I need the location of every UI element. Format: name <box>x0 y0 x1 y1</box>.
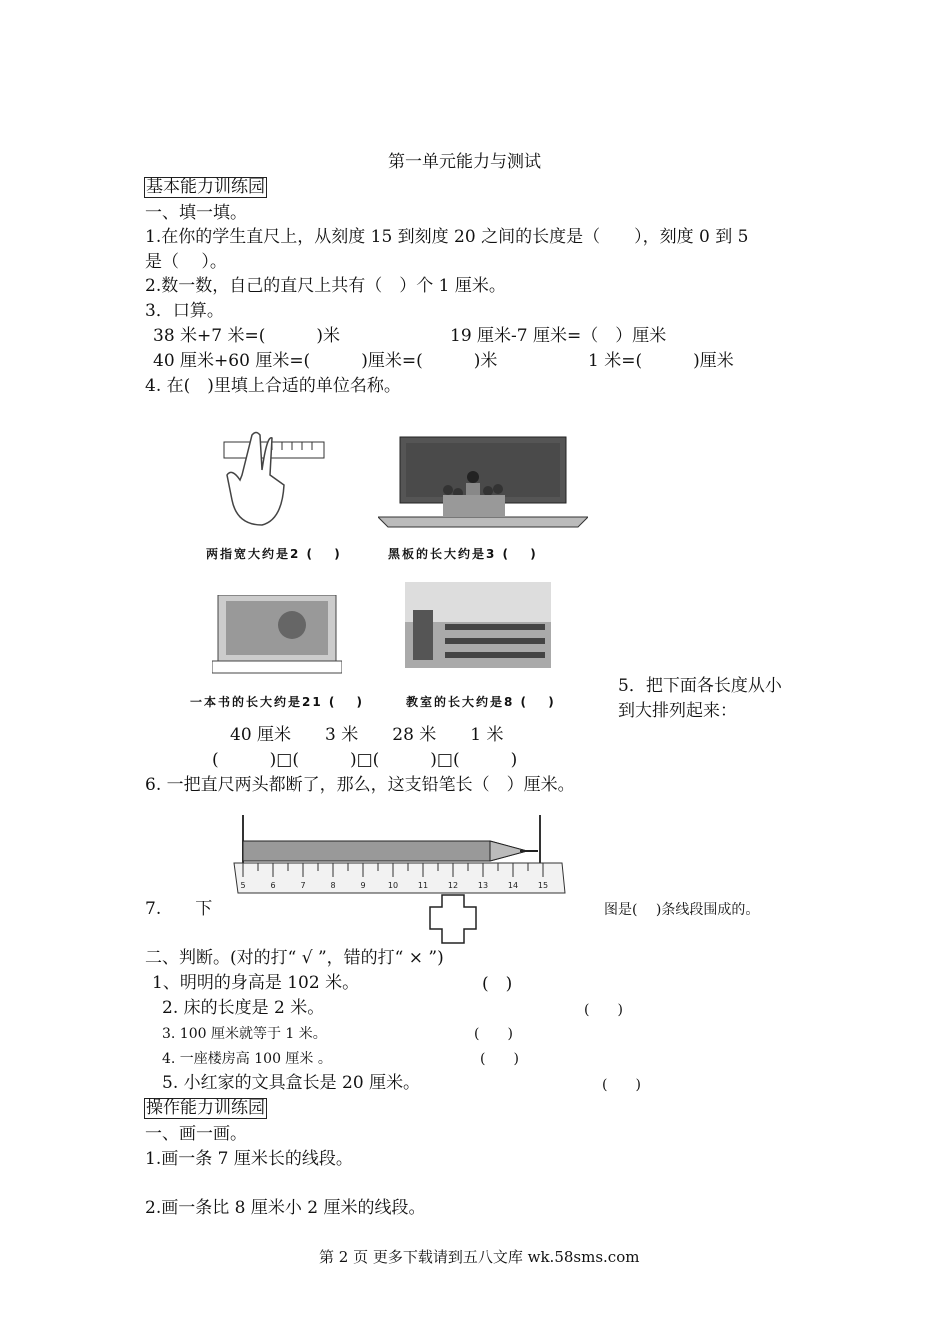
judge-4: 4. 一座楼房高 100 厘米 。 <box>162 1051 332 1067</box>
part3-heading: 一、画一画。 <box>145 1124 247 1144</box>
part2-heading: 二、判断。(对的打“ √ ”，错的打“ × ”) <box>145 948 444 968</box>
question-3-a: 38 米+7 米=( )米 <box>153 326 341 346</box>
question-7-end: 图是( )条线段围成的。 <box>604 902 760 918</box>
judge-5: 5. 小红家的文具盒长是 20 厘米。 <box>162 1073 421 1093</box>
section-heading-operation: 操作能力训练园 <box>146 1098 265 1118</box>
caption-classroom: 教室的长大约是8 ( ) <box>406 695 556 709</box>
judge-4-blank: ( ) <box>480 1051 519 1067</box>
ruler-label: 10 <box>387 881 399 890</box>
question-1-line2: 是（ ）。 <box>145 252 227 272</box>
judge-2-blank: ( ) <box>584 1002 623 1018</box>
question-3-b: 19 厘米-7 厘米=（ ）厘米 <box>450 326 667 346</box>
question-5-line1: 5．把下面各长度从小 <box>618 676 782 696</box>
caption-fingers: 两指宽大约是2 ( ) <box>206 547 342 561</box>
question-1-line1: 1.在你的学生直尺上，从刻度 15 到刻度 20 之间的长度是（ ），刻度 0 到 5 <box>145 227 749 247</box>
caption-blackboard: 黑板的长大约是3 ( ) <box>388 547 538 561</box>
question-7-start: 7. 下 <box>145 899 213 919</box>
ruler-label: 11 <box>417 881 429 890</box>
judge-3: 3. 100 厘米就等于 1 米。 <box>162 1026 327 1042</box>
question-6: 6. 一把直尺两头都断了，那么，这支铅笔长（ ）厘米。 <box>145 775 575 795</box>
cross-shape-figure <box>428 893 478 945</box>
part1-heading: 一、填一填。 <box>145 203 247 223</box>
ruler-label: 15 <box>537 881 549 890</box>
section-heading-basic: 基本能力训练园 <box>146 177 265 197</box>
judge-2: 2. 床的长度是 2 米。 <box>162 998 325 1018</box>
ruler-label: 8 <box>330 881 336 890</box>
page-title: 第一单元能力与测试 <box>388 152 541 172</box>
question-3-d: 1 米=( )厘米 <box>588 351 734 371</box>
page-footer: 第 2 页 更多下载请到五八文库 wk.58sms.com <box>319 1248 640 1266</box>
question-5-line2: 到大排列起来： <box>618 701 737 721</box>
caption-book: 一本书的长大约是21 ( ) <box>190 695 365 709</box>
ruler-label: 5 <box>240 881 246 890</box>
blackboard-image <box>378 435 588 540</box>
question-3: 3．口算。 <box>145 301 224 321</box>
ruler-label: 13 <box>477 881 489 890</box>
question-4: 4. 在( )里填上合适的单位名称。 <box>145 376 401 396</box>
ruler-label: 14 <box>507 881 519 890</box>
judge-1: 1、明明的身高是 102 米。 <box>152 973 360 993</box>
pencil-ruler-image <box>232 813 567 895</box>
draw-task-2: 2.画一条比 8 厘米小 2 厘米的线段。 <box>145 1198 426 1218</box>
book-ruler-image <box>212 595 342 675</box>
judge-1-blank: ( ) <box>482 974 513 994</box>
ruler-label: 12 <box>447 881 459 890</box>
draw-task-1: 1.画一条 7 厘米长的线段。 <box>145 1149 353 1169</box>
classroom-image <box>405 582 551 668</box>
order-blanks: ( )□( )□( )□( ) <box>212 750 518 770</box>
fingers-ruler-image <box>212 430 327 530</box>
ruler-label: 7 <box>300 881 306 890</box>
question-2: 2.数一数，自己的直尺上共有（ ）个 1 厘米。 <box>145 276 506 296</box>
ruler-label: 9 <box>360 881 366 890</box>
judge-3-blank: ( ) <box>474 1026 513 1042</box>
judge-5-blank: ( ) <box>602 1077 641 1093</box>
ruler-label: 6 <box>270 881 276 890</box>
question-3-c: 40 厘米+60 厘米=( )厘米=( )米 <box>153 351 498 371</box>
lengths-list: 40 厘米 3 米 28 米 1 米 <box>230 725 504 745</box>
